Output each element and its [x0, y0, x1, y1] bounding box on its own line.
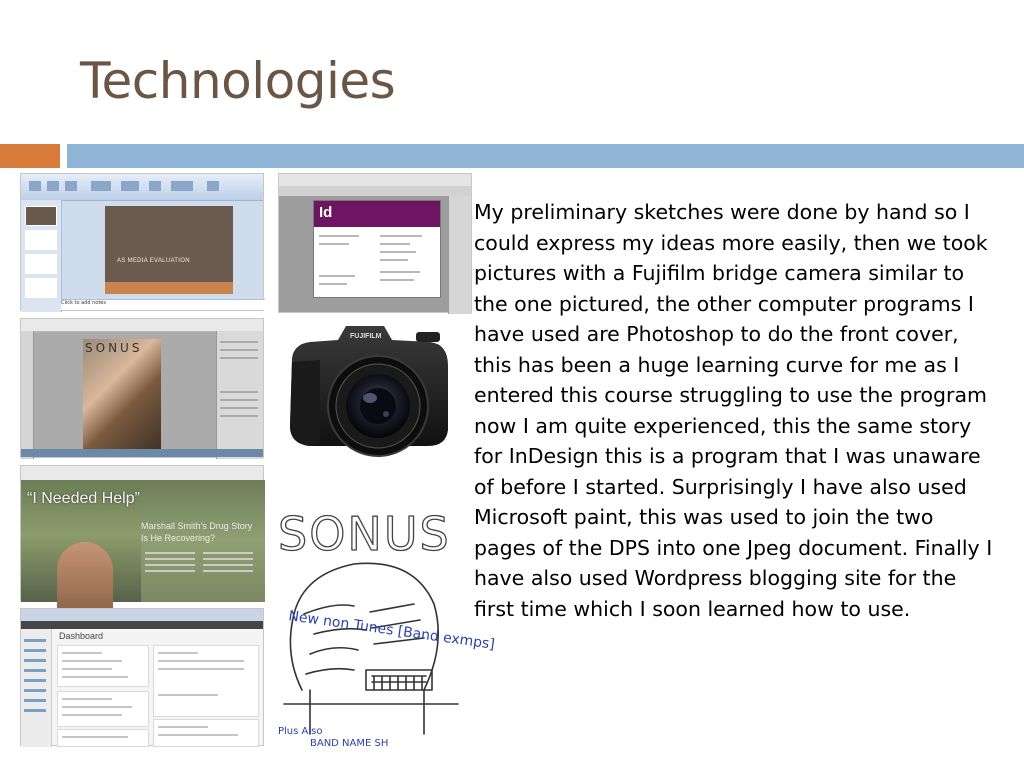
photoshop-canvas	[83, 339, 161, 451]
canvas-masthead: SONUS	[85, 341, 143, 355]
wordpress-screenshot	[20, 608, 264, 746]
camera-brand: FUJIFILM	[350, 333, 382, 340]
spread-quote: “I Needed Help”	[27, 490, 140, 507]
sketch-footer-name: BAND NAME SH	[310, 738, 389, 749]
powerpoint-screenshot	[20, 173, 264, 311]
notes-pane: Click to add notes	[61, 299, 265, 310]
dashboard-heading: Dashboard	[59, 631, 104, 641]
ribbon	[21, 174, 263, 201]
body-text: My preliminary sketches were done by hand so I could express my ideas more easily, then we took pictures with a Fujifilm bridge camera similar to the one pictured, the other computer programs I have used are Photoshop to do the front cover, this has been a huge learning curve for me as I entered this course struggling to use the program now I am quite experienced, this the same story for InDesign this is a program that I was unaware of before I started. Surprisingly I have also used Microsoft paint, this was used to join the two pages of the DPS into one Jpeg document. Finally I have also used Wordpress blogging site for the first time which I soon learned how to use.	[474, 200, 993, 621]
slide-title: Technologies	[80, 52, 396, 110]
indesign-logo: Id	[319, 204, 333, 221]
welcome-dialog	[313, 200, 441, 298]
sketch-cover-line: New non Tunes [Band exmps]	[287, 608, 496, 653]
slide-thumbnails	[21, 200, 62, 312]
photoshop-screenshot	[20, 318, 264, 458]
magazine-spread-screenshot	[20, 465, 264, 601]
admin-menu	[21, 629, 52, 747]
slide-preview	[105, 206, 233, 294]
sketch-title: SONUS	[278, 507, 451, 561]
layers-panel	[216, 331, 263, 459]
hand-drawn-sketch	[274, 494, 496, 750]
toolbox	[21, 331, 34, 459]
slide-preview-text: AS MEDIA EVALUATION	[117, 258, 190, 264]
spread-headline: Marshall Smith's Drug Story Is He Recovering?	[141, 521, 253, 543]
indesign-screenshot	[278, 173, 472, 313]
accent-bar-blue	[67, 144, 1024, 168]
camera-photo	[280, 318, 458, 474]
panels	[448, 196, 471, 314]
sketch-footer-line: Plus Also	[278, 726, 323, 737]
accent-bar-orange	[0, 144, 60, 168]
